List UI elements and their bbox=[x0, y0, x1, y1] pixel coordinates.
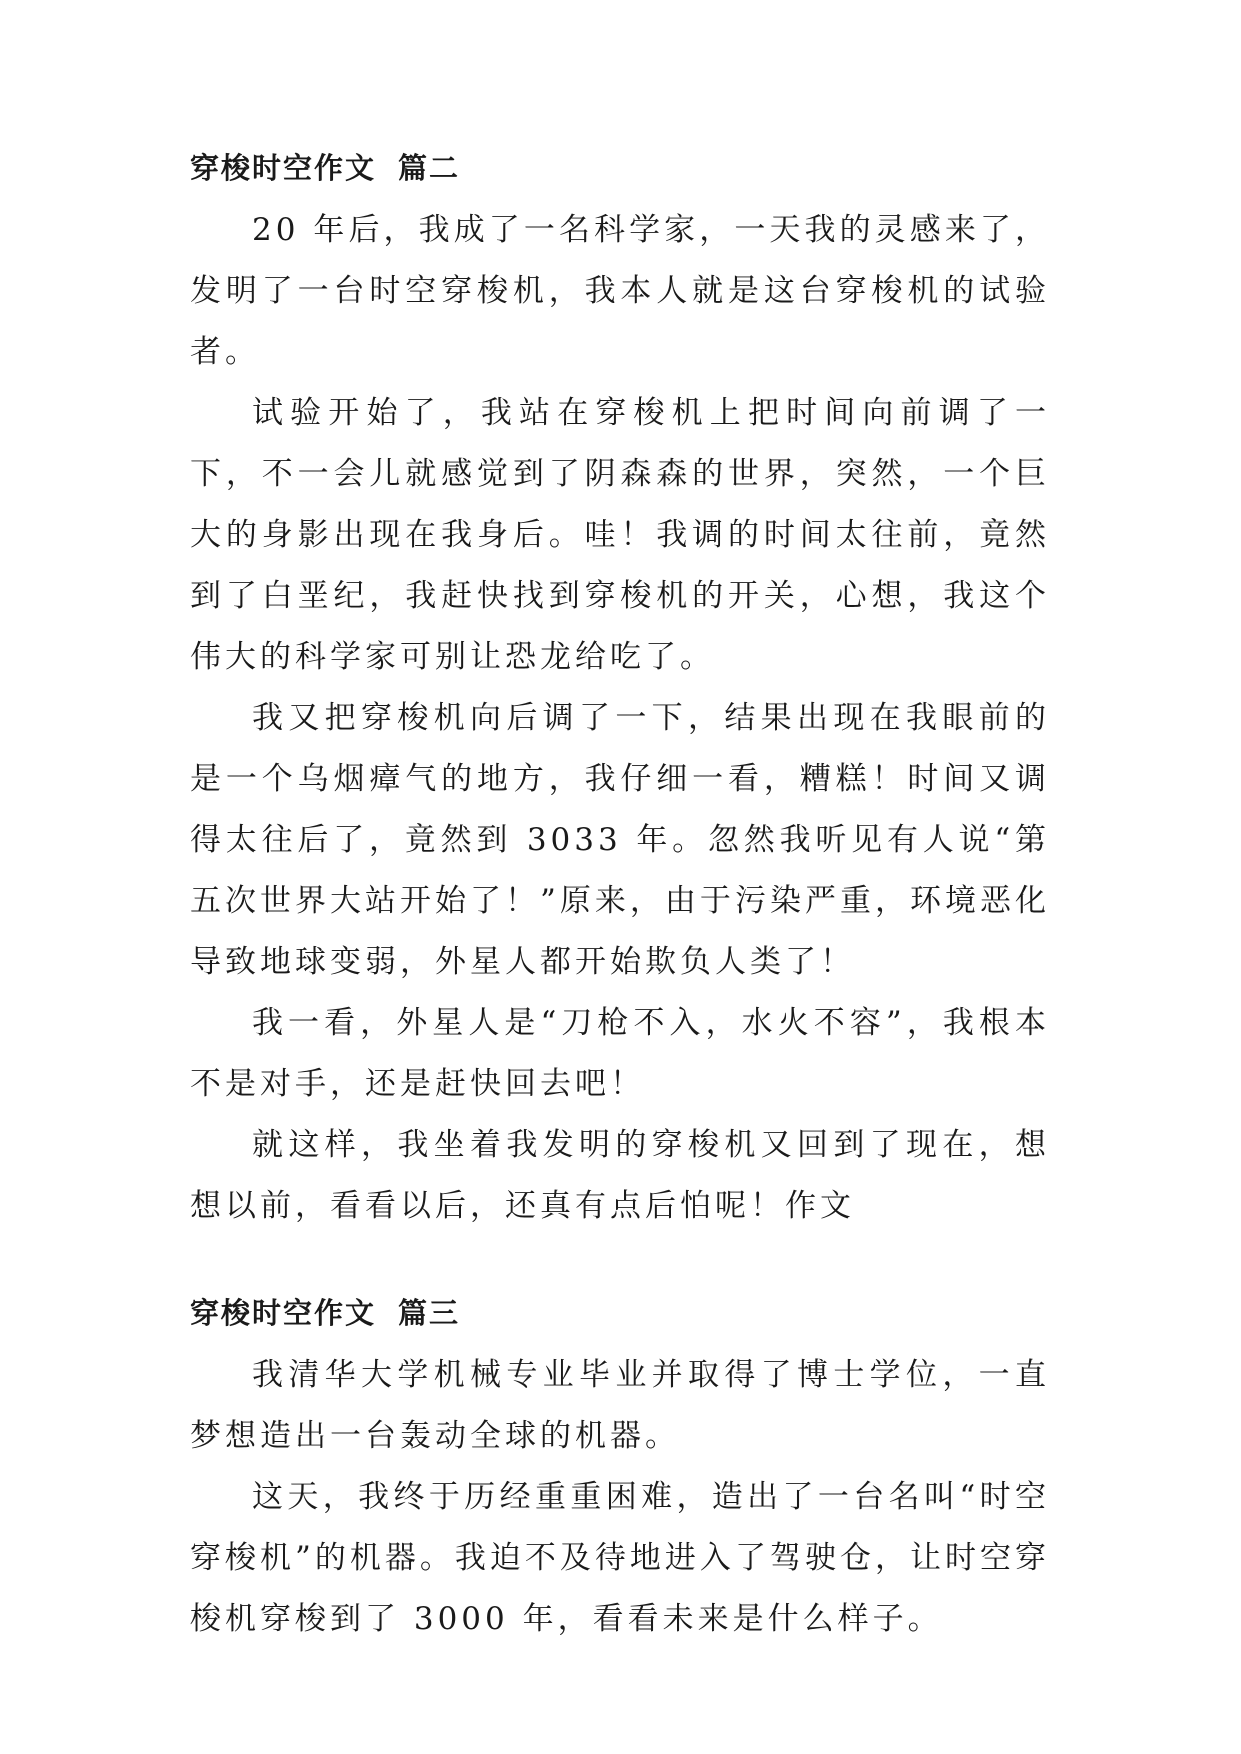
paragraph: 我又把穿梭机向后调了一下，结果出现在我眼前的是一个乌烟瘴气的地方，我仔细一看，糟糕！时间又调得太往后了，竟然到 3033 年。忽然我听见有人说“第五次世界大站开始了！”原来，由于污染严重，环境恶化导致地球变弱，外星人都开始欺负人类了！ bbox=[190, 700, 1050, 980]
section-subtitle: 篇二 bbox=[398, 151, 461, 185]
paragraph: 20 年后，我成了一名科学家，一天我的灵感来了，发明了一台时空穿梭机，我本人就是这台穿梭机的试验者。 bbox=[190, 212, 1050, 370]
paragraph: 我清华大学机械专业毕业并取得了博士学位，一直梦想造出一台轰动全球的机器。 bbox=[190, 1357, 1050, 1454]
section-title: 穿梭时空作文 bbox=[190, 151, 377, 185]
document-body bbox=[190, 150, 1050, 1650]
paragraph: 试验开始了，我站在穿梭机上把时间向前调了一下，不一会儿就感觉到了阴森森的世界，突然，一个巨大的身影出现在我身后。哇！我调的时间太往前，竟然到了白垩纪，我赶快找到穿梭机的开关，心想，我这个伟大的科学家可别让恐龙给吃了。 bbox=[190, 395, 1050, 675]
paragraph: 这天，我终于历经重重困难，造出了一台名叫“时空穿梭机”的机器。我迫不及待地进入了驾驶仓，让时空穿梭机穿梭到了 3000 年，看看未来是什么样子。 bbox=[190, 1479, 1050, 1637]
section-heading bbox=[190, 1295, 1050, 1331]
paragraph: 就这样，我坐着我发明的穿梭机又回到了现在，想想以前，看看以后，还真有点后怕呢！作文 bbox=[190, 1127, 1050, 1224]
paragraph: 我一看，外星人是“刀枪不入，水火不容”，我根本不是对手，还是赶快回去吧！ bbox=[190, 1005, 1050, 1102]
section-heading bbox=[190, 150, 1050, 186]
section-title: 穿梭时空作文 bbox=[190, 1296, 377, 1330]
section-subtitle: 篇三 bbox=[398, 1296, 461, 1330]
